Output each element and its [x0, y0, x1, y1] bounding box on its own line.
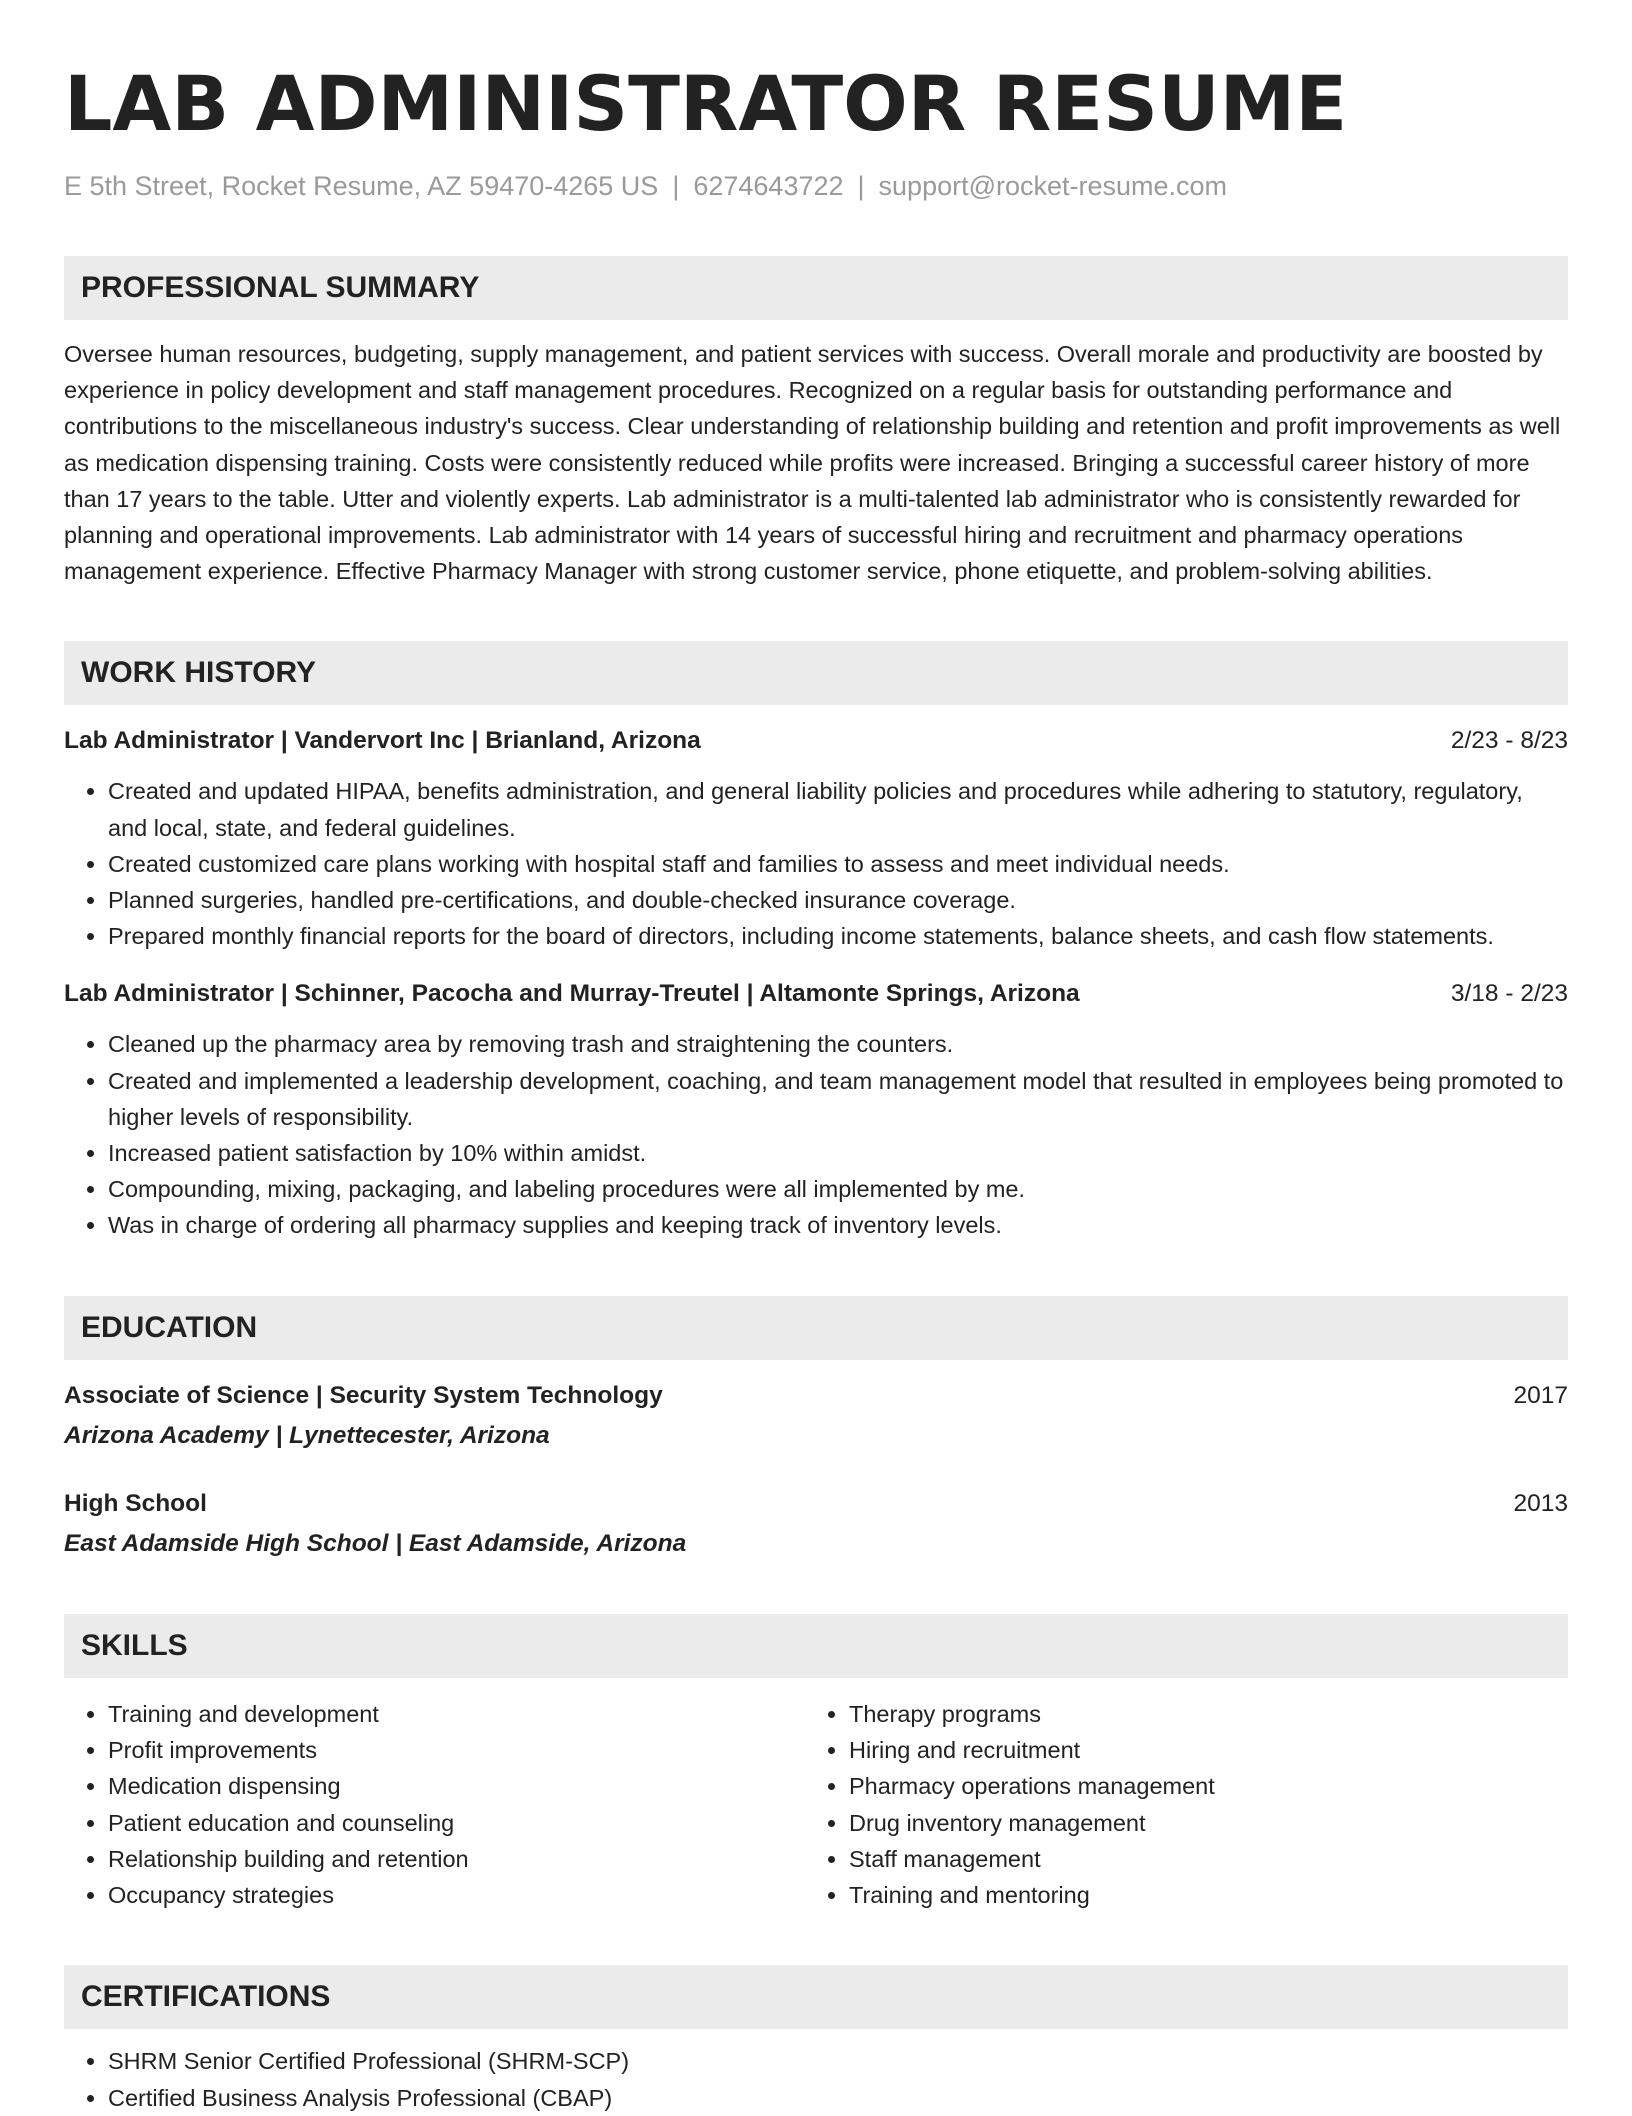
resume-page	[64, 0, 1568, 2116]
skills-list-left	[64, 1696, 805, 1914]
job-bullet: • Prepared monthly financial reports for the board of directors, including income statements, balance sheets, and cash flow statements.	[108, 918, 1568, 954]
skill-item: • Pharmacy operations management	[849, 1768, 1546, 1804]
job-title: Lab Administrator | Schinner, Pacocha and Murray-Treutel | Altamonte Springs, Arizona	[64, 980, 1080, 1008]
job-bullet: • Increased patient satisfaction by 10% within amidst.	[108, 1135, 1568, 1171]
education-year: 2017	[1513, 1381, 1568, 1409]
education-degree: High School	[64, 1489, 207, 1517]
job-bullets	[64, 1026, 1568, 1243]
skill-item: • Training and mentoring	[849, 1877, 1546, 1913]
education-entry	[64, 1378, 1568, 1454]
job-bullet: • Cleaned up the pharmacy area by removing trash and straightening the counters.	[108, 1026, 1568, 1062]
education-header	[64, 1486, 1568, 1522]
job-dates: 3/18 - 2/23	[1450, 980, 1568, 1008]
job-bullet: • Compounding, mixing, packaging, and labeling procedures were all implemented by me.	[108, 1171, 1568, 1207]
contact-email: support@rocket-resume.com	[878, 171, 1228, 201]
job-header	[64, 976, 1568, 1012]
skill-item: • Occupancy strategies	[108, 1877, 805, 1913]
contact-separator: |	[672, 171, 680, 201]
skill-item: • Drug inventory management	[849, 1805, 1546, 1841]
section-heading-skills: SKILLS	[64, 1614, 1568, 1678]
skill-item: • Profit improvements	[108, 1732, 805, 1768]
job-header	[64, 723, 1568, 759]
skill-item: • Training and development	[108, 1696, 805, 1732]
section-heading-certifications: CERTIFICATIONS	[64, 1965, 1568, 2029]
contact-address: E 5th Street, Rocket Resume, AZ 59470-4265 US	[64, 171, 659, 201]
job-bullet: • Planned surgeries, handled pre-certifications, and double-checked insurance coverage.	[108, 882, 1568, 918]
skill-item: • Patient education and counseling	[108, 1805, 805, 1841]
summary-text: Oversee human resources, budgeting, supply management, and patient services with success. Overall morale and productivity are boosted by experience in policy development and staff management procedures. Recognized on a regular basis for outstanding performance and contributions to the miscellaneous industry's success. Clear understanding of relationship building and retention and profit improvements as well as medication dispensing training. Costs were consistently reduced while profits were increased. Bringing a successful career history of more than 17 years to the table. Utter and violently experts. Lab administrator is a multi-talented lab administrator who is consistently rewarded for planning and operational improvements. Lab administrator with 14 years of successful hiring and recruitment and pharmacy operations management experience. Effective Pharmacy Manager with strong customer service, phone etiquette, and problem-solving abilities.	[64, 341, 1561, 585]
job-bullet: • Created and implemented a leadership development, coaching, and team management model that resulted in employees being promoted to higher levels of responsibility.	[108, 1063, 1568, 1135]
job-bullet: • Created and updated HIPAA, benefits administration, and general liability policies and procedures while adhering to statutory, regulatory, and local, state, and federal guidelines.	[108, 773, 1568, 845]
section-heading-summary: PROFESSIONAL SUMMARY	[64, 256, 1568, 320]
job-entry	[64, 723, 1568, 954]
contact-separator: |	[857, 171, 865, 201]
education-entry	[64, 1486, 1568, 1562]
job-bullet: • Was in charge of ordering all pharmacy supplies and keeping track of inventory levels.	[108, 1207, 1568, 1243]
job-bullet: • Created customized care plans working with hospital staff and families to assess and meet individual needs.	[108, 846, 1568, 882]
contact-phone: 6274643722	[693, 171, 844, 201]
education-header	[64, 1378, 1568, 1414]
skill-item: • Hiring and recruitment	[849, 1732, 1546, 1768]
job-title: Lab Administrator | Vandervort Inc | Brianland, Arizona	[64, 727, 701, 755]
resume-title: LAB ADMINISTRATOR RESUME	[64, 59, 1348, 148]
certification-item: • Certified Business Analysis Professional (CBAP)	[108, 2080, 1568, 2116]
skill-item: • Medication dispensing	[108, 1768, 805, 1804]
job-entry	[64, 976, 1568, 1243]
skill-item: • Therapy programs	[849, 1696, 1546, 1732]
certifications-list	[64, 2043, 1568, 2115]
skills-list-right	[805, 1696, 1546, 1914]
section-heading-work-history: WORK HISTORY	[64, 641, 1568, 705]
education-degree: Associate of Science | Security System Technology	[64, 1381, 663, 1409]
job-bullets	[64, 773, 1568, 954]
skill-item: • Staff management	[849, 1841, 1546, 1877]
education-year: 2013	[1513, 1489, 1568, 1517]
education-school: East Adamside High School | East Adamside, Arizona	[64, 1529, 687, 1557]
skills-columns	[64, 1696, 1568, 1914]
education-school: Arizona Academy | Lynettecester, Arizona	[64, 1421, 550, 1449]
certification-item: • SHRM Senior Certified Professional (SHRM-SCP)	[108, 2043, 1568, 2079]
skill-item: • Relationship building and retention	[108, 1841, 805, 1877]
job-dates: 2/23 - 8/23	[1450, 727, 1568, 755]
section-heading-education: EDUCATION	[64, 1296, 1568, 1360]
contact-line	[64, 168, 1568, 204]
